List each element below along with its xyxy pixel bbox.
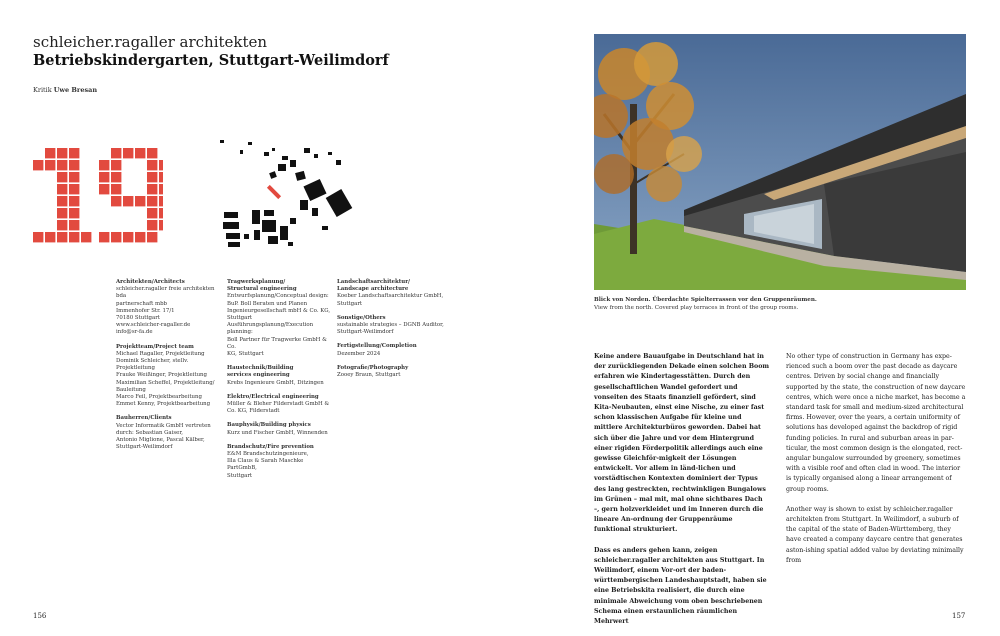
credit-line: Kurz und Fischer GmbH, Winnenden <box>227 429 328 436</box>
page-number-left: 156 <box>33 612 47 620</box>
number-pixel <box>69 148 79 158</box>
credit-line: Maximilian Scheffel, Projektleitung/ <box>116 379 215 386</box>
credits-column-1 <box>116 279 220 458</box>
number-pixel <box>147 160 157 170</box>
number-pixel <box>69 232 79 242</box>
credit-line: Stuttgart-Weilimdorf <box>337 329 394 336</box>
number-pixel <box>147 184 157 194</box>
number-pixel <box>33 160 43 170</box>
number-pixel <box>69 208 79 218</box>
credit-heading: Bauphysik/Building physics <box>227 422 311 429</box>
number-pixel <box>99 172 109 182</box>
number-pixel <box>69 220 79 230</box>
credit-line: durch: Sebastian Gaiser, <box>116 429 184 436</box>
number-pixel <box>147 172 157 182</box>
credit-block <box>227 444 331 480</box>
number-pixel <box>57 184 67 194</box>
credit-heading: Tragwerksplanung/ <box>227 279 286 285</box>
credit-block <box>116 279 220 337</box>
credit-line: Zooey Braun, Stuttgart <box>337 372 401 379</box>
credit-line: Antonio Miglione, Pascal Kälber, <box>116 437 205 444</box>
credit-line: E&M Brandschutzingenieure, <box>227 451 309 458</box>
paragraph: Another way is shown to exist by schleicher.ragaller architekten from Stuttgart. In Weilimdorf, a suburb of the capital of the state of Baden-Württemberg, they have created a company daycare centre that generates aston-ishing spatial added value by deviating minimally from <box>786 505 964 564</box>
number-pixel <box>81 232 91 242</box>
number-pixel <box>159 208 163 218</box>
critic-label: Kritik <box>33 86 52 94</box>
paragraph: Keine andere Bauaufgabe in Deutschland hat in der zurückliegenden Dekade einen solchen Boom erfahren wie Kindertagesstätten. Durch den gesellschaftlichen Wandel gefordert und vonseiten des Staats finanziell gefördert, sind Kita-Neubauten, einst eine Nische, zu einer fast schon klassischen Aufgabe für kleine und mittlere Architekturbüros geworden. Dabei hat sich über die Jahre und vor dem Hintergrund einer rigiden Förderpolitik allerdings auch eine gewisse Gleichför-migkeit der Lösungen entwickelt. Vor allem in länd-lichen und vorstädtischen Kontexten dominiert der Typus des lang gestreckten, rechtwinkligen Bungalows im Grünen – mal mit, mal ohne sichtbares Dach –, gern holzverkleidet und im Inneren durch die lineare An-ordnung der Gruppenräume funktional strukturiert. <box>594 353 770 534</box>
credit-line: KG, Stuttgart <box>227 351 264 358</box>
number-pixel <box>147 232 157 242</box>
number-pixel <box>123 232 133 242</box>
credit-line: sustainable strategies – DGNB Auditor, <box>337 322 444 329</box>
building-photo <box>594 34 966 290</box>
credit-line: Ausführungsplanung/Execution <box>227 322 314 329</box>
credits-column-3 <box>337 279 447 386</box>
paragraph: No other type of construction in Germany has expe-rienced such a boom over the past decade as daycare centres. Driven by social change and financially supported by the state, the construction of new daycare centres, which were once a niche market, has become a standard task for small and medium-sized architectural firms. However, over the years, a certain uniformity of solutions has developed against the backdrop of rigid funding policies. In rural and suburban areas in par-ticular, the most common design is the elongated, rect-angular bungalow surrounded by greenery, sometimes with a visible roof and often clad in wood. The interior is typically organised along a linear arrangement of group rooms. <box>786 353 966 493</box>
credit-line: Stuttgart <box>227 472 253 479</box>
number-pixel <box>135 148 145 158</box>
paragraph: Dass es anders gehen kann, zeigen schleicher.ragaller architekten aus Stuttgart. In Weilimdorf, einem Vor-ort der baden-württembergischen Landeshauptstadt, haben sie eine Betriebskita realisiert, die durch eine minimale Abweichung vom oben beschriebenen Schema einen erstaunlichen räumlichen Mehrwert <box>594 546 767 626</box>
number-pixel <box>147 196 157 206</box>
credits-column-2 <box>227 279 331 487</box>
page-number-right: 157 <box>952 612 966 620</box>
number-pixel <box>135 232 145 242</box>
number-pixel <box>99 160 109 170</box>
credit-line: Co. KG, Filderstadt <box>227 408 280 415</box>
credit-heading: Landschaftsarchitektur/ <box>337 279 410 285</box>
credit-heading: Fotografie/Photography <box>337 364 409 371</box>
credit-line: Stuttgart-Weilimdorf <box>116 444 173 451</box>
credit-block <box>227 422 331 436</box>
photo-caption-de: Blick von Norden. Überdachte Spielterrassen vor den Gruppenräumen. <box>594 297 817 303</box>
credit-line: Stuttgart <box>227 315 253 322</box>
credit-line: Koeber Landschaftsarchitektur GmbH, <box>337 293 444 300</box>
credit-line: Dezember 2024 <box>337 350 381 357</box>
number-pixel <box>45 232 55 242</box>
critic-name: Uwe Bresan <box>53 86 98 94</box>
number-pixel <box>159 196 163 206</box>
number-pixel <box>123 196 133 206</box>
number-pixel <box>159 172 163 182</box>
credit-line: Landscape architecture <box>337 286 409 293</box>
number-pixel <box>111 184 121 194</box>
number-pixel <box>33 232 43 242</box>
number-pixel <box>111 160 121 170</box>
credit-line: Bauleitung <box>116 386 146 393</box>
credit-heading: Fertigstellung/Completion <box>337 343 417 350</box>
number-pixel <box>111 232 121 242</box>
credit-line: Frauke Weißinger, Projektleitung <box>116 372 207 379</box>
credit-block <box>337 315 447 337</box>
credit-block <box>337 365 447 379</box>
number-pixel <box>159 160 163 170</box>
credit-line: Entwurfsplanung/Conceptual design: <box>227 293 329 300</box>
credit-line: Boll Partner für Tragwerke GmbH & Co. <box>227 336 327 350</box>
project-number-graphic <box>33 148 163 252</box>
number-pixel <box>57 148 67 158</box>
credit-heading: Haustechnik/Building <box>227 365 294 372</box>
credit-line: Marco Feil, Projektbearbeitung <box>116 394 202 401</box>
credit-heading: Brandschutz/Fire prevention <box>227 443 314 450</box>
architect-name: schleicher.ragaller architekten <box>33 33 268 51</box>
number-pixel <box>57 196 67 206</box>
credit-heading: Projektteam/Project team <box>116 343 194 350</box>
credit-line: planning: <box>227 329 253 336</box>
number-pixel <box>99 232 109 242</box>
number-pixel <box>111 196 121 206</box>
credit-line: Illa Claus & Sarah Maschke PartGmbB, <box>227 458 304 472</box>
number-pixel <box>69 172 79 182</box>
credit-block <box>116 415 220 451</box>
credit-line: Projektleitung <box>116 365 155 372</box>
credit-block <box>227 279 331 358</box>
credit-line: Ingenieurgesellschaft mbH & Co. KG, <box>227 307 331 314</box>
number-pixel <box>123 148 133 158</box>
number-pixel <box>45 160 55 170</box>
credit-line: Dominik Schleicher, stellv. <box>116 358 189 365</box>
credit-line: Structural engineering <box>227 286 297 293</box>
credit-line: Emmet Kenny, Projektbearbeitung <box>116 401 211 408</box>
credit-heading: Sonstige/Others <box>337 314 386 321</box>
project-title: Betriebskindergarten, Stuttgart-Weilimdorf <box>33 52 389 69</box>
number-pixel <box>111 172 121 182</box>
number-pixel <box>147 220 157 230</box>
credit-line: Immenhofer Str. 17/1 <box>116 307 175 314</box>
number-pixel <box>57 208 67 218</box>
number-pixel <box>159 184 163 194</box>
number-pixel <box>69 184 79 194</box>
number-pixel <box>69 196 79 206</box>
credit-block <box>227 365 331 387</box>
article-text-english <box>786 352 966 576</box>
credit-line: Vector Informatik GmbH vertreten <box>116 422 211 429</box>
credit-heading: Elektro/Electrical engineering <box>227 393 319 400</box>
number-pixel <box>135 196 145 206</box>
number-pixel <box>57 172 67 182</box>
credit-line: 70180 Stuttgart <box>116 315 160 322</box>
credit-line: Michael Ragaller, Projektleitung <box>116 350 205 357</box>
number-pixel <box>57 220 67 230</box>
number-pixel <box>99 184 109 194</box>
photo-caption-en: View from the north. Covered play terraces in front of the group rooms. <box>594 304 799 311</box>
credit-line: www.schleicher-ragaller.de <box>116 322 191 329</box>
credit-line: partnerschaft mbb <box>116 300 168 307</box>
number-pixel <box>159 220 163 230</box>
credit-block <box>337 279 447 308</box>
credit-line: info@sr-fa.de <box>116 329 153 336</box>
credit-line: services engineering <box>227 372 290 379</box>
critic-line <box>33 86 97 94</box>
credit-heading: Architekten/Architects <box>116 279 185 285</box>
credit-block <box>227 394 331 416</box>
number-pixel <box>57 160 67 170</box>
number-pixel <box>69 160 79 170</box>
number-pixel <box>111 148 121 158</box>
credit-line: Krebs Ingenieure GmbH, Ditzingen <box>227 379 324 386</box>
site-plan-icon <box>218 138 363 257</box>
credit-block <box>116 344 220 409</box>
credit-line: schleicher.ragaller freie architekten bda <box>116 286 215 300</box>
number-pixel <box>147 208 157 218</box>
photo-caption <box>594 297 966 312</box>
project-number-text: 19 <box>33 148 35 149</box>
number-pixel <box>45 148 55 158</box>
number-pixel <box>57 232 67 242</box>
credit-heading: Bauherren/Clients <box>116 415 172 422</box>
credit-line: Müller & Bleher Filderstadt GmbH & <box>227 401 330 408</box>
credit-line: Stuttgart <box>337 300 363 307</box>
number-pixel <box>147 148 157 158</box>
credit-block <box>337 343 447 357</box>
article-text-german <box>594 352 770 636</box>
credit-line: BuP. Boll Beraten und Planen <box>227 300 308 307</box>
